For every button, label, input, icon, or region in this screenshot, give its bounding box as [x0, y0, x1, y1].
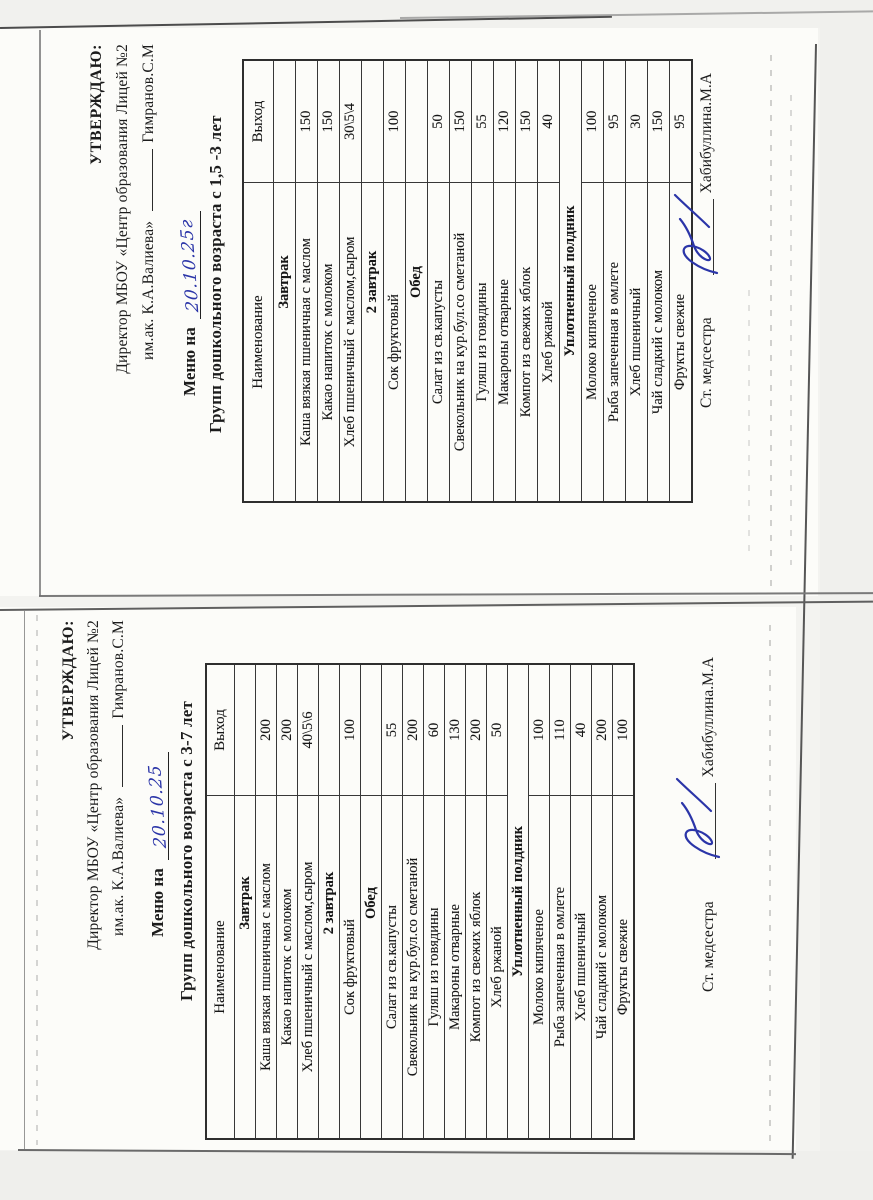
nurse-role-label: Ст. медсестра — [700, 901, 717, 992]
menu-item-row — [445, 664, 466, 1139]
menu-item-row — [538, 60, 560, 502]
scanner-background-bottom — [0, 1151, 873, 1200]
menu-item-row — [516, 60, 538, 502]
menu-item-row — [604, 60, 626, 502]
portion-output-cell: 50 — [487, 664, 508, 796]
section-title-cell: 2 завтрак — [319, 796, 340, 1140]
menu-title: Групп дошкольного возраста с 1,5 -3 лет — [206, 115, 225, 433]
dish-name-cell: Хлеб ржаной — [487, 796, 508, 1140]
menu-table-body — [235, 664, 635, 1139]
portion-output-cell: 30\5\4 — [340, 60, 362, 183]
menu-item-row — [648, 60, 670, 502]
portion-output-cell: 200 — [466, 664, 487, 796]
menu-table — [242, 59, 693, 503]
portion-output-cell: 100 — [613, 664, 635, 796]
dish-name-cell: Свекольник на кур.бул.со сметаной — [403, 796, 424, 1140]
dish-name-cell: Рыба запеченная в омлете — [550, 796, 571, 1140]
nurse-signature-line — [700, 657, 718, 992]
section-title-cell: 2 завтрак — [362, 183, 384, 503]
dish-name-cell: Салат из св.капусты — [428, 183, 450, 503]
menu-item-row — [466, 664, 487, 1139]
menu-item-row — [571, 664, 592, 1139]
portion-output-cell: 150 — [516, 60, 538, 183]
dish-name-cell: Каша вязкая пшеничная с маслом — [296, 183, 318, 503]
signature-squiggle-icon — [673, 189, 721, 279]
director-name: Гимранов.С.М — [110, 620, 127, 719]
nurse-role-label: Ст. медсестра — [698, 317, 715, 408]
menu-item-row — [582, 60, 604, 502]
dish-name-cell: Какао напиток с молоком — [318, 183, 340, 503]
scan-noise-stripe — [770, 55, 772, 590]
menu-table — [205, 663, 635, 1140]
menu-date-line — [145, 752, 171, 937]
dish-name-cell: Макароны отварные — [445, 796, 466, 1140]
portion-output-cell: 150 — [296, 60, 318, 183]
director-signature-line — [140, 149, 153, 211]
menu-item-row — [256, 664, 277, 1139]
column-header-output: Выход — [206, 664, 235, 796]
portion-output-cell: 55 — [382, 664, 403, 796]
menu-item-row — [670, 60, 693, 502]
menu-item-row — [318, 60, 340, 502]
section-title-cell: Уплотненный полдник — [508, 664, 529, 1139]
page1-left-edge-line — [39, 30, 41, 596]
portion-output-cell: 60 — [424, 664, 445, 796]
dish-name-cell: Хлеб пшеничный с маслом,сыром — [298, 796, 319, 1140]
dish-name-cell: Чай сладкий с молоком — [592, 796, 613, 1140]
menu-item-row — [340, 664, 361, 1139]
nurse-signature-ink — [705, 783, 716, 859]
approve-director-line: Директор МБОУ «Центр образования Лицей №2 — [114, 44, 131, 374]
menu-title: Групп дошкольного возраста с 3-7 лет — [177, 700, 196, 1001]
portion-output-cell — [235, 664, 256, 796]
portion-output-cell: 130 — [445, 664, 466, 796]
menu-item-row — [450, 60, 472, 502]
portion-output-cell: 50 — [428, 60, 450, 183]
approval-block — [84, 44, 162, 474]
menu-section-row — [560, 60, 582, 502]
column-header-name: Наименование — [243, 183, 274, 503]
portion-output-cell: 40\5\6 — [298, 664, 319, 796]
menu-item-row — [403, 664, 424, 1139]
portion-output-cell: 95 — [670, 60, 693, 183]
approve-org-label: им.ак. К.А.Валиева» — [110, 796, 127, 936]
section-title-cell: Уплотненный полдник — [560, 60, 582, 502]
scan-noise-stripe — [36, 615, 38, 1145]
approve-director-line: Директор МБОУ «Центр образования Лицей №2 — [85, 620, 102, 950]
approve-sign-line — [106, 620, 131, 1050]
approve-org-label: им.ак. К.А.Валиева» — [140, 220, 157, 360]
page-menu-3-7 — [0, 607, 796, 1150]
page1-content — [0, 28, 818, 596]
director-name: Гимранов.С.М — [140, 44, 157, 143]
portion-output-cell: 40 — [538, 60, 560, 183]
dish-name-cell: Какао напиток с молоком — [277, 796, 298, 1140]
dish-name-cell: Фрукты свежие — [670, 183, 693, 503]
portion-output-cell: 200 — [403, 664, 424, 796]
page-menu-1-5-3 — [0, 28, 818, 596]
column-header-name: Наименование — [206, 796, 235, 1140]
menu-section-row — [235, 664, 256, 1139]
portion-output-cell: 100 — [529, 664, 550, 796]
menu-prefix-label: Меню на — [148, 868, 167, 937]
dish-name-cell: Рыба запеченная в омлете — [604, 183, 626, 503]
nurse-signature-ink — [703, 199, 714, 275]
dish-name-cell: Каша вязкая пшеничная с маслом — [256, 796, 277, 1140]
handwritten-date: 20.10.25 — [145, 763, 171, 849]
portion-output-cell: 150 — [450, 60, 472, 183]
section-title-cell: Завтрак — [274, 183, 296, 503]
portion-output-cell — [406, 60, 428, 183]
menu-prefix-label: Меню на — [180, 327, 199, 396]
menu-section-row — [319, 664, 340, 1139]
portion-output-cell: 200 — [277, 664, 298, 796]
menu-section-row — [362, 60, 384, 502]
dish-name-cell: Молоко кипяченое — [529, 796, 550, 1140]
approval-block — [56, 620, 131, 1050]
portion-output-cell: 150 — [648, 60, 670, 183]
portion-output-cell: 55 — [472, 60, 494, 183]
menu-section-row — [274, 60, 296, 502]
menu-date-line — [176, 211, 204, 396]
dish-name-cell: Компот из свежих яблок — [516, 183, 538, 503]
portion-output-cell: 30 — [626, 60, 648, 183]
menu-item-row — [298, 664, 319, 1139]
approve-heading: УТВЕРЖДАЮ: — [88, 44, 105, 165]
dish-name-cell: Салат из св.капусты — [382, 796, 403, 1140]
scan-noise-stripe — [790, 95, 792, 565]
menu-item-row — [428, 60, 450, 502]
portion-output-cell — [362, 60, 384, 183]
menu-item-row — [382, 664, 403, 1139]
dish-name-cell: Сок фруктовый — [340, 796, 361, 1140]
dish-name-cell: Хлеб пшеничный — [571, 796, 592, 1140]
menu-item-row — [487, 664, 508, 1139]
dish-name-cell: Чай сладкий с молоком — [648, 183, 670, 503]
approve-heading: УТВЕРЖДАЮ: — [60, 620, 77, 741]
menu-item-row — [277, 664, 298, 1139]
portion-output-cell: 100 — [384, 60, 406, 183]
dish-name-cell: Хлеб пшеничный с маслом,сыром — [340, 183, 362, 503]
portion-output-cell — [319, 664, 340, 796]
portion-output-cell: 95 — [604, 60, 626, 183]
director-signature-line — [110, 725, 123, 787]
portion-output-cell: 110 — [550, 664, 571, 796]
menu-item-row — [550, 664, 571, 1139]
dish-name-cell: Молоко кипяченое — [582, 183, 604, 503]
portion-output-cell: 40 — [571, 664, 592, 796]
dish-name-cell: Компот из свежих яблок — [466, 796, 487, 1140]
column-header-output: Выход — [243, 60, 274, 183]
portion-output-cell — [274, 60, 296, 183]
nurse-signature-line — [698, 73, 716, 408]
dish-name-cell: Хлеб пшеничный — [626, 183, 648, 503]
handwritten-date: 20.10.25г — [176, 218, 204, 313]
portion-output-cell: 100 — [340, 664, 361, 796]
dish-name-cell: Хлеб ржаной — [538, 183, 560, 503]
page2-left-edge-line — [24, 611, 25, 1149]
portion-output-cell: 150 — [318, 60, 340, 183]
table-header-row — [206, 664, 235, 1139]
menu-item-row — [626, 60, 648, 502]
portion-output-cell: 120 — [494, 60, 516, 183]
date-slot — [145, 752, 171, 860]
table-header-row — [243, 60, 274, 502]
menu-section-row — [406, 60, 428, 502]
section-title-cell: Обед — [361, 796, 382, 1140]
portion-output-cell: 200 — [592, 664, 613, 796]
section-title-cell: Обед — [406, 183, 428, 503]
nurse-name: Хабибуллина.М.А — [698, 73, 715, 194]
portion-output-cell: 200 — [256, 664, 277, 796]
dish-name-cell: Макароны отварные — [494, 183, 516, 503]
menu-item-row — [296, 60, 318, 502]
menu-table-body — [274, 60, 693, 502]
menu-item-row — [494, 60, 516, 502]
menu-item-row — [424, 664, 445, 1139]
dish-name-cell: Фрукты свежие — [613, 796, 635, 1140]
section-title-cell: Завтрак — [235, 796, 256, 1140]
menu-item-row — [592, 664, 613, 1139]
signature-squiggle-icon — [675, 773, 723, 863]
menu-item-row — [472, 60, 494, 502]
menu-section-row — [361, 664, 382, 1139]
nurse-name: Хабибуллина.М.А — [700, 657, 717, 778]
menu-section-row — [508, 664, 529, 1139]
menu-item-row — [384, 60, 406, 502]
scan-noise-stripe — [748, 290, 750, 560]
dish-name-cell: Гуляш из говядины — [424, 796, 445, 1140]
menu-item-row — [529, 664, 550, 1139]
date-slot — [176, 211, 204, 319]
menu-item-row — [613, 664, 635, 1139]
scan-noise-stripe — [769, 625, 771, 1145]
dish-name-cell: Свекольник на кур.бул.со сметаной — [450, 183, 472, 503]
dish-name-cell: Сок фруктовый — [384, 183, 406, 503]
approve-sign-line — [136, 44, 162, 474]
portion-output-cell — [361, 664, 382, 796]
portion-output-cell: 100 — [582, 60, 604, 183]
dish-name-cell: Гуляш из говядины — [472, 183, 494, 503]
menu-item-row — [340, 60, 362, 502]
page2-content — [0, 607, 796, 1150]
